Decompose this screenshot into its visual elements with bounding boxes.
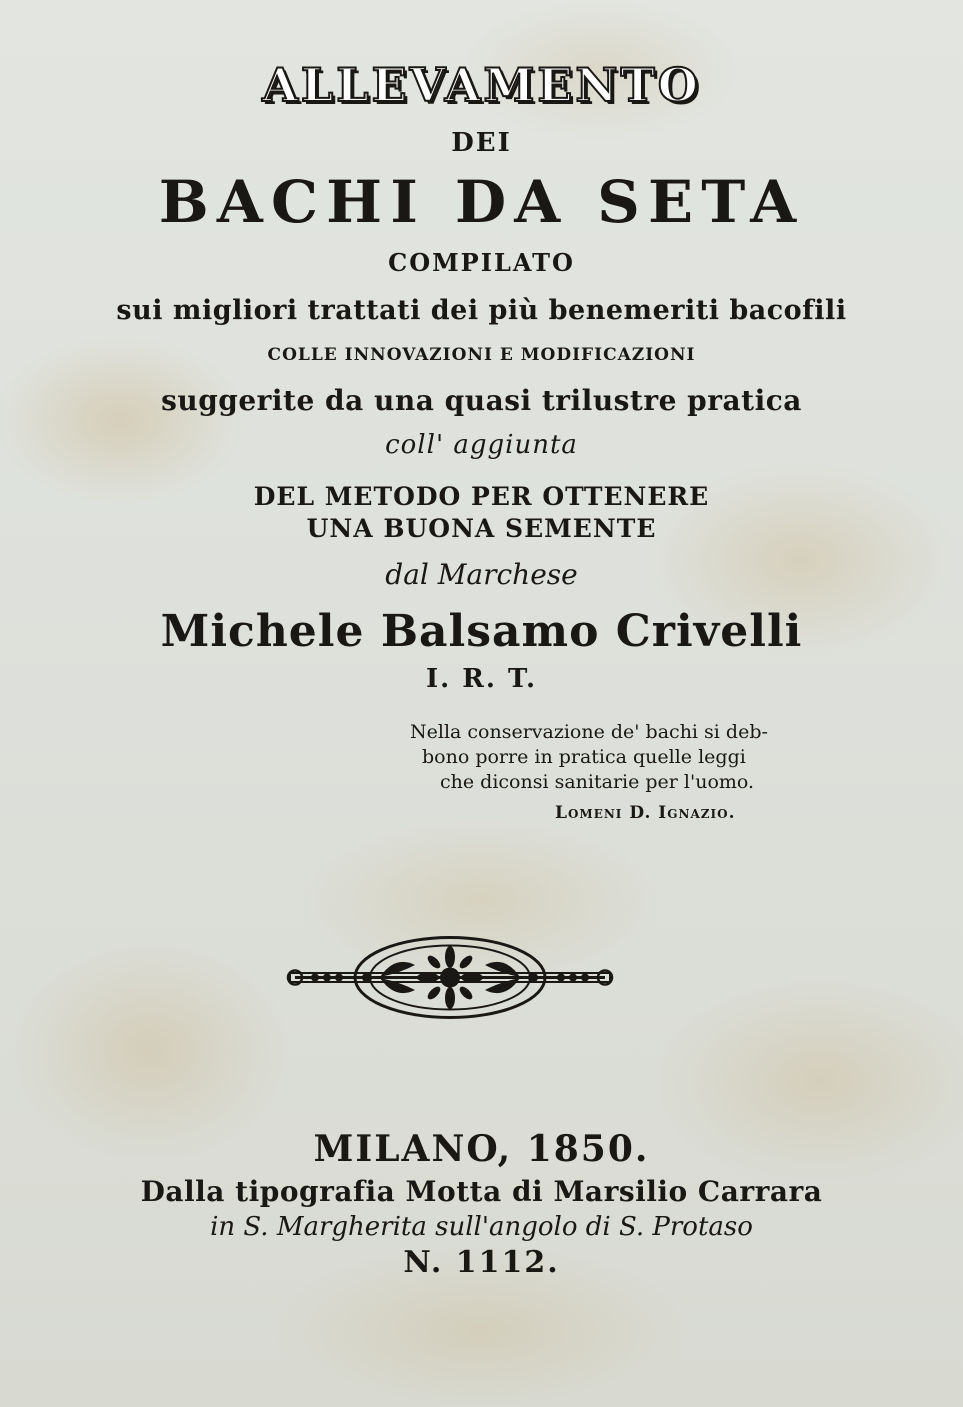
- subtitle-dal-marchese: dal Marchese: [385, 558, 578, 591]
- imprint-city-year: MILANO, 1850.: [313, 1128, 650, 1170]
- epigraph-line-3: che diconsi sanitarie per l'uomo.: [440, 771, 755, 793]
- epigraph-line-2: bono porre in pratica quelle leggi: [422, 746, 746, 768]
- epigraph-attribution: Lomeni D. Ignazio.: [555, 803, 736, 823]
- imprint-address: in S. Margherita sull'angolo di S. Protaso: [210, 1212, 753, 1242]
- subtitle-compilato: COMPILATO: [388, 248, 575, 277]
- floral-ornament-icon: [285, 935, 615, 1020]
- subtitle-del-metodo: DEL METODO PER OTTENERE: [253, 482, 710, 511]
- subtitle-suggerite: suggerite da una quasi trilustre pratica: [161, 384, 802, 417]
- imprint-printer: Dalla tipografia Motta di Marsilio Carrara: [140, 1175, 823, 1208]
- subtitle-sui-migliori: sui migliori trattati dei più benemeriti bacofili: [116, 295, 847, 326]
- imprint-number: N. 1112.: [403, 1245, 560, 1280]
- epigraph-line-1: Nella conservazione de' bachi si deb-: [410, 721, 768, 743]
- author-title: I. R. T.: [425, 664, 538, 694]
- subtitle-coll-aggiunta: coll' aggiunta: [385, 430, 578, 460]
- title-bachi-da-seta: BACHI DA SETA: [158, 168, 805, 236]
- author-name: Michele Balsamo Crivelli: [160, 606, 803, 657]
- subtitle-buona-semente: UNA BUONA SEMENTE: [306, 514, 657, 543]
- title-dei: DEI: [451, 128, 512, 158]
- subtitle-colle-innovazioni: COLLE INNOVAZIONI E MODIFICAZIONI: [267, 345, 696, 365]
- title-allevamento: ALLEVAMENTO: [262, 58, 701, 112]
